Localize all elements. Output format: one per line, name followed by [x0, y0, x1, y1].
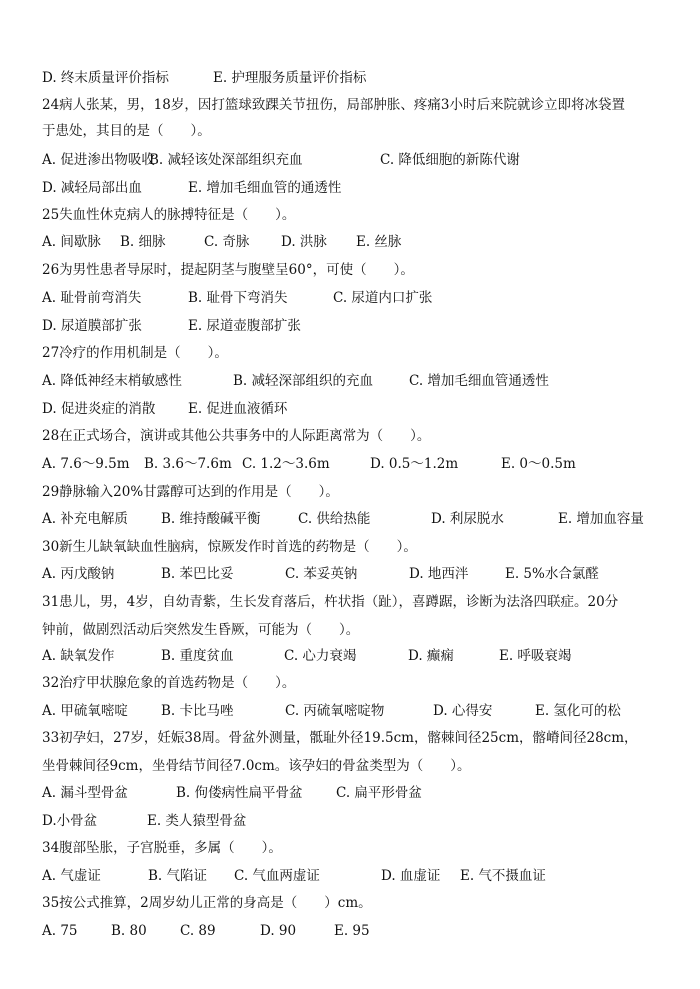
- answer-option: C. 增加毛细血管通透性: [409, 373, 549, 389]
- answer-option: E. 5%水合氯醛: [505, 566, 599, 582]
- answer-option: B. 维持酸碱平衡: [161, 511, 261, 527]
- answer-option: D. 利尿脱水: [431, 511, 504, 527]
- answer-option: E. 丝脉: [356, 234, 402, 250]
- answer-option: A. 缺氧发作: [42, 648, 115, 664]
- answer-option: B. 3.6～7.6m: [144, 456, 232, 472]
- question-text: 坐骨棘间径9cm，坐骨结节间径7.0cm。该孕妇的骨盆类型为（ ）。: [42, 758, 471, 774]
- answer-option: A. 漏斗型骨盆: [42, 785, 128, 801]
- answer-option: E. 95: [334, 923, 370, 939]
- answer-option: C. 1.2～3.6m: [242, 456, 330, 472]
- answer-option: B. 苯巴比妥: [161, 566, 234, 582]
- answer-option: A. 丙戊酸钠: [42, 566, 115, 582]
- answer-option: E. 气不摄血证: [460, 868, 546, 884]
- question-text: 33初孕妇，27岁，妊娠38周。骨盆外测量，骶耻外径19.5cm，髂棘间径25cm，髂嵴间径28cm，: [42, 730, 638, 746]
- answer-option: A. 75: [42, 923, 78, 939]
- answer-option: E. 促进血液循环: [188, 401, 288, 417]
- answer-option: C. 奇脉: [204, 234, 250, 250]
- answer-option: A. 气虚证: [42, 868, 101, 884]
- answer-option: D. 减轻局部出血: [42, 180, 142, 196]
- answer-option: D. 地西泮: [409, 566, 469, 582]
- question-text: 35按公式推算，2周岁幼儿正常的身高是（ ）cm。: [42, 895, 372, 911]
- answer-option: C. 降低细胞的新陈代谢: [380, 152, 520, 168]
- answer-option: A. 7.6～9.5m: [42, 456, 130, 472]
- answer-option: D.小骨盆: [42, 813, 98, 829]
- answer-option: E. 护理服务质量评价指标: [213, 70, 367, 86]
- answer-option: D. 血虚证: [381, 868, 441, 884]
- answer-option: E. 尿道壶腹部扩张: [188, 318, 301, 334]
- answer-option: A. 降低神经末梢敏感性: [42, 373, 182, 389]
- answer-option: A. 补充电解质: [42, 511, 128, 527]
- question-text: 30新生儿缺氧缺血性脑病，惊厥发作时首选的药物是（ ）。: [42, 539, 417, 555]
- answer-option: B. 减轻该处深部组织充血: [149, 152, 303, 168]
- question-text: 28在正式场合，演讲或其他公共事务中的人际距离常为（ ）。: [42, 428, 431, 444]
- answer-option: D. 尿道膜部扩张: [42, 318, 142, 334]
- question-text: 29静脉输入20%甘露醇可达到的作用是（ ）。: [42, 484, 339, 500]
- question-text: 钟前，做剧烈活动后突然发生昏厥，可能为（ ）。: [42, 622, 360, 638]
- answer-option: B. 重度贫血: [161, 648, 234, 664]
- answer-option: B. 卡比马唑: [161, 703, 234, 719]
- answer-option: E. 氢化可的松: [535, 703, 621, 719]
- answer-option: C. 扁平形骨盆: [336, 785, 422, 801]
- answer-option: E. 增加毛细血管的通透性: [188, 180, 342, 196]
- answer-option: D. 终末质量评价指标: [42, 70, 169, 86]
- answer-option: E. 呼吸衰竭: [499, 648, 572, 664]
- answer-option: C. 丙硫氧嘧啶物: [285, 703, 385, 719]
- answer-option: D. 促进炎症的消散: [42, 401, 156, 417]
- answer-option: A. 耻骨前弯消失: [42, 290, 142, 306]
- question-text: 26为男性患者导尿时，提起阴茎与腹壁呈60°，可使（ ）。: [42, 262, 414, 278]
- answer-option: C. 供给热能: [298, 511, 371, 527]
- question-text: 31患儿，男，4岁，自幼青紫，生长发育落后，杵状指（趾），喜蹲踞，诊断为法洛四联症。20分: [42, 594, 619, 610]
- answer-option: B. 佝偻病性扁平骨盆: [176, 785, 303, 801]
- answer-option: D. 癫痫: [408, 648, 454, 664]
- question-text: 32治疗甲状腺危象的首选药物是（ ）。: [42, 675, 296, 691]
- answer-option: E. 类人猿型骨盆: [147, 813, 247, 829]
- answer-option: A. 促进渗出物吸收: [42, 152, 155, 168]
- answer-option: D. 洪脉: [281, 234, 327, 250]
- question-text: 34腹部坠胀，子宫脱垂，多属（ ）。: [42, 840, 282, 856]
- answer-option: B. 减轻深部组织的充血: [233, 373, 374, 389]
- answer-option: B. 耻骨下弯消失: [188, 290, 288, 306]
- question-text: 于患处，其目的是（ ）。: [42, 123, 211, 139]
- answer-option: C. 89: [180, 923, 216, 939]
- answer-option: C. 心力衰竭: [284, 648, 357, 664]
- answer-option: C. 气血两虚证: [234, 868, 320, 884]
- answer-option: B. 80: [111, 923, 147, 939]
- question-text: 24病人张某，男，18岁，因打篮球致踝关节扭伤，局部肿胀、疼痛3小时后来院就诊立即将冰袋置: [42, 97, 625, 113]
- answer-option: D. 90: [260, 923, 297, 939]
- question-text: 25失血性休克病人的脉搏特征是（ ）。: [42, 207, 296, 223]
- answer-option: D. 0.5～1.2m: [370, 456, 459, 472]
- answer-option: C. 尿道内口扩张: [333, 290, 433, 306]
- answer-option: D. 心得安: [433, 703, 493, 719]
- answer-option: A. 甲硫氧嘧啶: [42, 703, 128, 719]
- answer-option: B. 细脉: [120, 234, 166, 250]
- answer-option: A. 间歇脉: [42, 234, 101, 250]
- answer-option: E. 增加血容量: [558, 511, 644, 527]
- question-text: 27冷疗的作用机制是（ ）。: [42, 345, 228, 361]
- answer-option: B. 气陷证: [148, 868, 208, 884]
- answer-option: C. 苯妥英钠: [285, 566, 358, 582]
- answer-option: E. 0～0.5m: [501, 456, 576, 472]
